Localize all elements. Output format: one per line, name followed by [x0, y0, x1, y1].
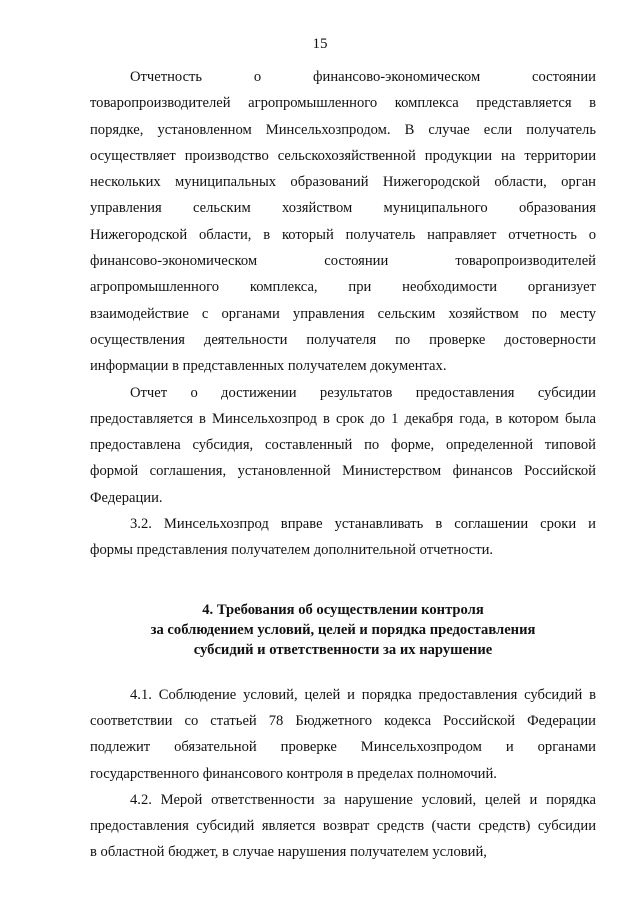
paragraph-line: Отчет о достижении результатов предоставления субсидии [130, 384, 596, 401]
paragraph [90, 64, 596, 380]
paragraph [90, 787, 596, 866]
paragraph-line: взаимодействие с органами управления сельским хозяйством по месту [90, 305, 596, 322]
section-heading-line: субсидий и ответственности за их нарушение [193, 641, 493, 658]
paragraph-line: информации в представленных получателем документах. [90, 358, 447, 375]
paragraph-line: предоставляется в Минсельхозпрод в срок до 1 декабря года, в котором была [90, 410, 596, 427]
paragraph-line: подлежит обязательной проверке Минсельхозпродом и органами [90, 739, 596, 756]
paragraph-line: осуществления деятельности получателя по проверке достоверности [90, 331, 596, 348]
paragraph-line: в областной бюджет, в случае нарушения получателем условий, [90, 844, 487, 861]
paragraph-line: осуществляет производство сельскохозяйственной продукции на территории [90, 147, 596, 164]
section-heading [90, 600, 596, 660]
section-heading-line: 4. Требования об осуществлении контроля [202, 601, 484, 618]
paragraph-line: 4.1. Соблюдение условий, целей и порядка предоставления субсидий в [130, 686, 596, 703]
paragraph-line: Федерации. [90, 489, 163, 506]
paragraph-line: предоставлена субсидия, составленный по форме, определенной типовой [90, 437, 596, 454]
document-body [90, 64, 596, 866]
paragraph-line: формой соглашения, установленной Министерством финансов Российской [90, 463, 596, 480]
paragraph [90, 380, 596, 511]
paragraph-line: предоставления субсидий является возврат средств (части средств) субсидии [90, 818, 596, 835]
paragraph-line: 3.2. Минсельхозпрод вправе устанавливать в соглашении сроки и [130, 516, 596, 533]
paragraph-line: нескольких муниципальных образований Нижегородской области, орган [90, 174, 596, 191]
paragraph-line: формы представления получателем дополнительной отчетности. [90, 542, 494, 559]
paragraph [90, 511, 596, 564]
paragraph-line: соответствии со статьей 78 Бюджетного кодекса Российской Федерации [90, 712, 596, 729]
paragraph-line: финансово-экономическом состоянии товаропроизводителей [90, 253, 596, 270]
paragraph-line: Отчетность о финансово-экономическом состоянии [130, 69, 596, 85]
paragraph-group-top [90, 64, 596, 564]
paragraph-line: товаропроизводителей агропромышленного комплекса представляется в [90, 95, 596, 112]
paragraph-group-bottom [90, 682, 596, 866]
paragraph-line: управления сельским хозяйством муниципального образования [90, 200, 596, 217]
paragraph [90, 682, 596, 787]
paragraph-line: порядке, установленном Минсельхозпродом. В случае если получатель [90, 121, 596, 138]
paragraph-line: государственного финансового контроля в пределах полномочий. [90, 765, 497, 782]
page-number: 15 [312, 36, 328, 52]
paragraph-line: Нижегородской области, в который получатель направляет отчетность о [90, 226, 596, 243]
section-heading-line: за соблюдением условий, целей и порядка предоставления [150, 621, 536, 638]
paragraph-line: 4.2. Мерой ответственности за нарушение условий, целей и порядка [130, 791, 596, 808]
paragraph-line: агропромышленного комплекса, при необходимости организует [90, 279, 596, 296]
